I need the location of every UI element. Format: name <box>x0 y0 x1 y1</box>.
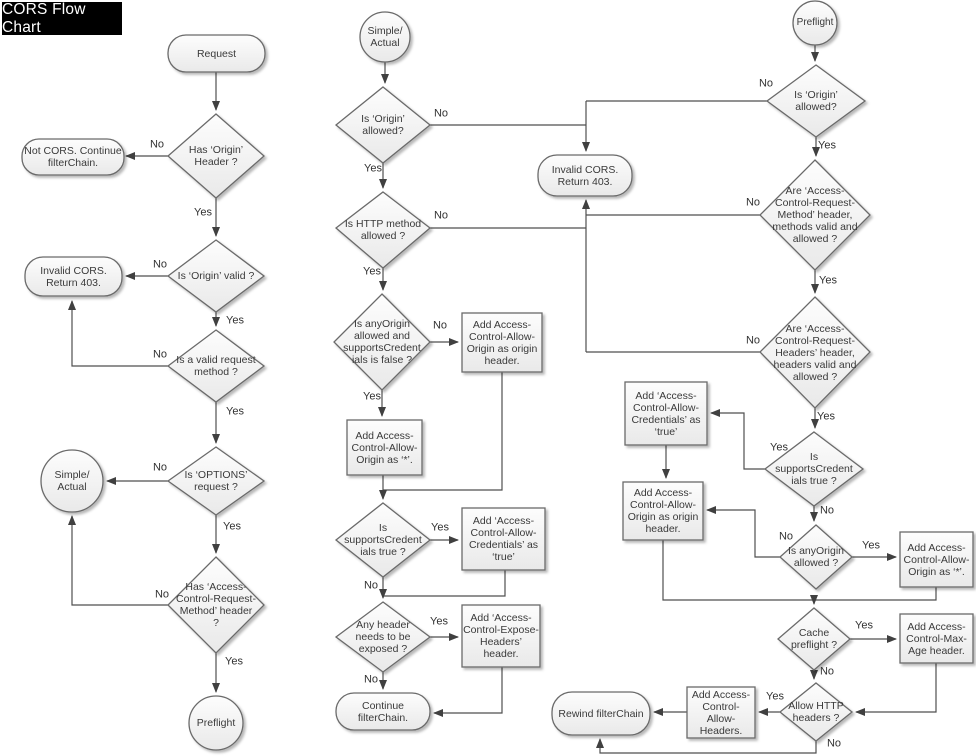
edge-label-yes-9: Yes <box>225 655 243 668</box>
edge-label-no-2: No <box>152 258 168 271</box>
edge-label-no-0: No <box>149 138 165 151</box>
process-add-acao-origin-header-right <box>623 482 703 540</box>
decision-has-origin-header <box>168 114 264 198</box>
edge-label-yes-18: Yes <box>430 615 448 628</box>
decision-allow-http-headers <box>780 683 852 741</box>
node-request-label: Request <box>196 47 237 60</box>
edge-label-no-8: No <box>154 588 170 601</box>
edge-label-no-33: No <box>826 737 842 750</box>
node-preflight-left-label: Preflight <box>196 717 236 729</box>
terminator-request <box>168 35 265 72</box>
node-has-acrm-header-label: Has ‘Access- Control-Request- Method’ header ? <box>176 581 256 629</box>
chart-title-text: CORS Flow Chart <box>2 0 86 36</box>
connector-simple-actual-left <box>41 450 103 512</box>
edge-label-yes-23: Yes <box>819 274 837 287</box>
decision-is-origin-valid <box>168 240 264 312</box>
edge-label-yes-15: Yes <box>363 390 381 403</box>
edge-label-yes-1: Yes <box>194 206 212 219</box>
edge-label-yes-30: Yes <box>855 619 873 632</box>
node-allow-http-headers-label: Allow HTTP headers ? <box>788 700 844 724</box>
terminator-invalid-cors-left <box>25 257 122 296</box>
node-is-origin-valid-label: Is ‘Origin’ valid ? <box>177 270 255 282</box>
terminator-not-cors <box>22 139 124 175</box>
node-is-supportscred-true-mid-label: Is supportsCredent ials true ? <box>344 522 422 558</box>
node-add-acah-label: Add Access- Control- Allow- Headers. <box>691 688 751 737</box>
node-invalid-cors-left-label: Invalid CORS. Return 403. <box>40 264 107 289</box>
decision-is-http-method-allowed <box>336 192 430 268</box>
connector-preflight-left <box>189 696 243 750</box>
edge-label-no-22: No <box>745 196 761 209</box>
node-preflight-right-label: Preflight <box>796 17 834 29</box>
process-add-ac-max-age <box>900 614 973 663</box>
edge-label-yes-7: Yes <box>223 520 241 533</box>
process-add-acao-star-right <box>900 532 973 587</box>
node-are-acrm-valid-label: Are ‘Access- Control-Request- Method’ header, methods valid and allowed ? <box>772 185 858 245</box>
edge-label-yes-16: Yes <box>431 521 449 534</box>
terminator-invalid-cors-mid <box>538 155 632 196</box>
node-invalid-cors-mid-label: Invalid CORS. Return 403. <box>551 163 619 188</box>
node-anyorigin-supportscred-false-label: Is anyOrigin allowed and supportsCredent ials is false ? <box>343 318 421 366</box>
edge-label-yes-29: Yes <box>862 539 880 552</box>
chart-title <box>2 2 122 35</box>
node-add-acac-true-mid-label: Add ‘Access- Control-Allow- Credentials’ as ‘true’ <box>468 515 539 563</box>
process-add-acah <box>687 687 755 738</box>
decision-has-acrm-header <box>168 557 264 653</box>
node-simple-actual-left-label: Simple/ Actual <box>54 469 90 493</box>
edge-label-yes-21: Yes <box>818 139 836 152</box>
node-add-acao-origin-header-mid-label: Add Access- Control-Allow- Origin as origin header. <box>466 318 538 367</box>
decision-is-anyorigin-allowed <box>780 525 852 589</box>
node-add-acao-star-right-label: Add Access- Control-Allow- Origin as ‘*’. <box>903 541 970 578</box>
process-add-acac-true-right <box>625 382 707 445</box>
node-has-origin-header-label: Has ‘Origin’ Header ? <box>188 144 244 168</box>
decision-cache-preflight <box>778 608 850 670</box>
decision-is-origin-allowed-mid <box>336 87 430 163</box>
decision-is-supportscred-true-right <box>765 432 863 506</box>
node-is-origin-allowed-mid-label: Is ‘Origin’ allowed? <box>361 113 405 137</box>
edge-label-yes-26: Yes <box>770 441 788 454</box>
edge-label-no-12: No <box>433 209 449 222</box>
decision-is-supportscred-true-mid <box>336 503 430 577</box>
terminator-continue-filterchain <box>336 693 430 730</box>
connector-preflight-right <box>793 1 837 45</box>
edge-label-yes-11: Yes <box>364 162 382 175</box>
node-add-acao-origin-header-right-label: Add Access- Control-Allow- Origin as origin header. <box>627 487 699 535</box>
edge-label-yes-3: Yes <box>226 314 244 327</box>
node-is-supportscred-true-right-label: Is supportsCredent ials true ? <box>775 451 853 487</box>
process-add-acao-star-mid <box>347 420 422 475</box>
node-valid-request-method-label: Is a valid request method ? <box>176 354 256 378</box>
edge-label-yes-13: Yes <box>363 265 381 278</box>
node-simple-actual-mid-label: Simple/ Actual <box>367 25 403 49</box>
edge-label-no-27: No <box>819 504 835 517</box>
edge-label-no-31: No <box>819 665 835 678</box>
connector-simple-actual-mid <box>360 12 410 62</box>
node-add-acac-true-right-label: Add ‘Access- Control-Allow- Credentials’ as ‘true’ <box>631 389 701 438</box>
node-not-cors-label: Not CORS. Continue filterChain. <box>24 145 122 169</box>
edge-label-yes-32: Yes <box>766 690 784 703</box>
decision-anyorigin-supportscred-false <box>334 294 430 390</box>
edge-label-no-17: No <box>363 579 379 592</box>
decision-any-header-exposed <box>336 602 430 672</box>
node-any-header-exposed-label: Any header needs to be exposed ? <box>355 619 411 655</box>
node-is-anyorigin-allowed-label: Is anyOrigin allowed ? <box>787 545 845 569</box>
node-add-aceh-header-label: Add ‘Access- Control-Expose- Headers’ header. <box>463 612 539 660</box>
decision-are-acrh-valid <box>760 297 870 408</box>
edge-label-yes-5: Yes <box>226 405 244 418</box>
edge-label-no-6: No <box>152 461 168 474</box>
decision-are-acrm-valid <box>760 160 870 270</box>
edge-label-no-10: No <box>433 107 449 120</box>
process-add-aceh-header <box>462 605 540 667</box>
edge-label-no-14: No <box>432 319 448 332</box>
edge-label-no-19: No <box>363 673 379 686</box>
node-is-origin-allowed-right-label: Is ‘Origin’ allowed? <box>794 89 838 113</box>
node-is-options-request-label: Is ‘OPTIONS’ request ? <box>184 469 248 493</box>
node-are-acrh-valid-label: Are ‘Access- Control-Request- Headers’ header, headers valid and allowed ? <box>773 322 857 383</box>
decision-valid-request-method <box>168 330 264 402</box>
node-is-http-method-allowed-label: Is HTTP method allowed ? <box>344 218 422 242</box>
terminator-rewind-filterchain <box>552 692 650 735</box>
node-continue-filterchain-label: Continue filterChain. <box>357 699 409 724</box>
node-rewind-filterchain-label: Rewind filterChain <box>558 707 644 720</box>
edge-label-no-20: No <box>758 77 774 90</box>
node-add-acao-star-mid-label: Add Access- Control-Allow- Origin as ‘*’. <box>351 429 418 466</box>
edge-label-no-28: No <box>778 530 794 543</box>
process-add-acao-origin-header-mid <box>462 313 542 372</box>
node-cache-preflight-label: Cache preflight ? <box>790 627 838 651</box>
process-add-acac-true-mid <box>462 508 545 570</box>
edge-label-no-4: No <box>152 348 168 361</box>
edge-label-no-24: No <box>745 334 761 347</box>
node-add-ac-max-age-label: Add Access- Control-Max- Age header. <box>906 620 967 657</box>
decision-is-options-request <box>168 447 264 515</box>
decision-is-origin-allowed-right <box>767 65 865 137</box>
edge-label-yes-25: Yes <box>817 410 835 423</box>
